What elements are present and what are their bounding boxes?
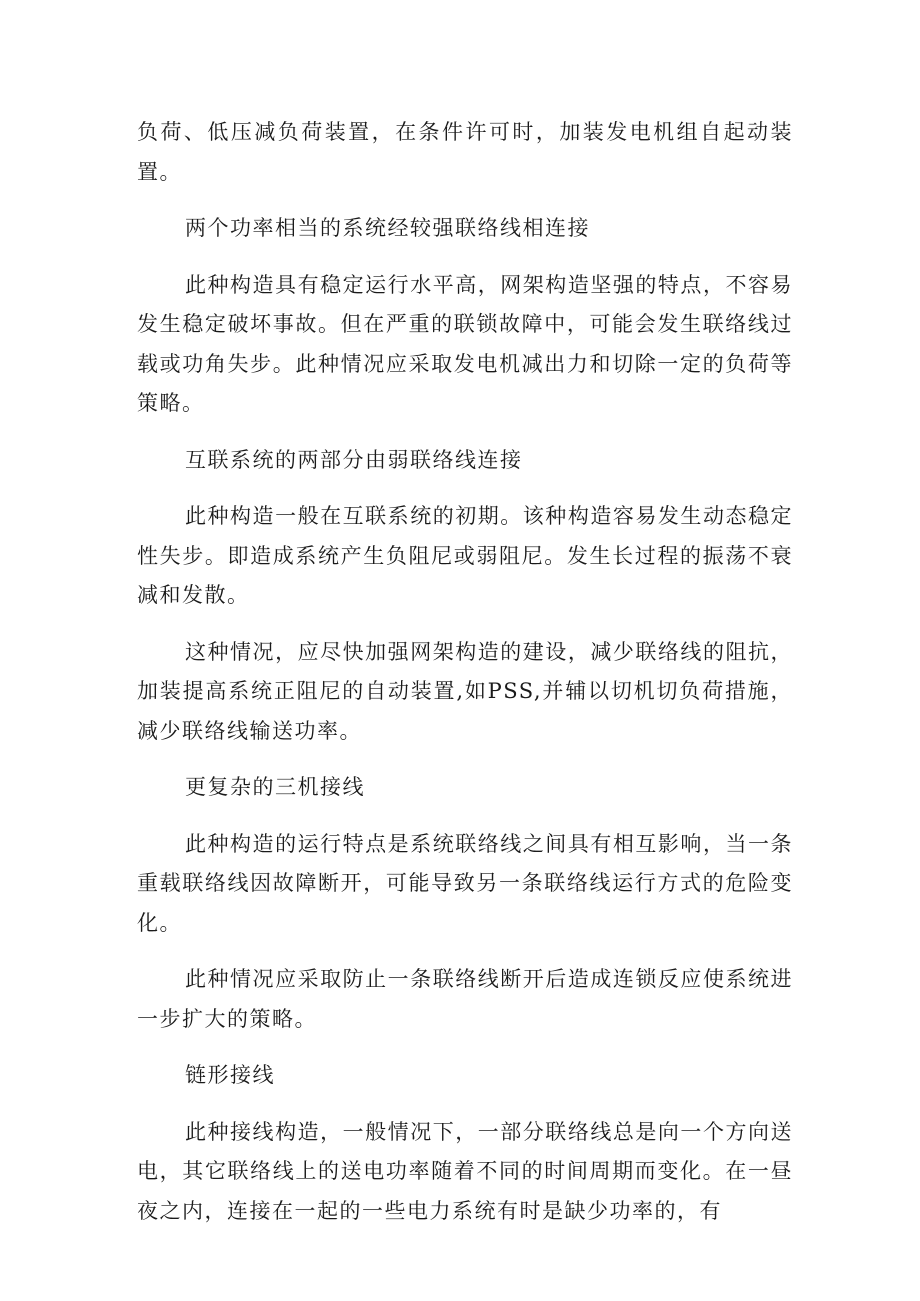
section-heading-chain: 链形接线 — [185, 1063, 275, 1087]
paragraph: 这种情况，应尽快加强网架构造的建设，减少联络线的阻抗，加装提高系统正阻尼的自动装置,如PSS,并辅以切机切负荷措施，减少联络线输送功率。 — [137, 639, 793, 743]
section-heading-strong-tie: 两个功率相当的系统经较强联络线相连接 — [185, 216, 590, 240]
paragraph-continued: 负荷、低压减负荷装置，在条件许可时，加装发电机组自起动装置。 — [137, 120, 793, 184]
section-heading-three-machine: 更复杂的三机接线 — [185, 775, 365, 799]
paragraph: 此种构造一般在互联系统的初期。该种构造容易发生动态稳定性失步。即造成系统产生负阻尼或弱阻尼。发生长过程的振荡不衰减和发散。 — [137, 504, 793, 607]
paragraph: 此种构造的运行特点是系统联络线之间具有相互影响，当一条重载联络线因故障断开，可能导致另一条联络线运行方式的危险变化。 — [137, 831, 793, 935]
paragraph: 此种接线构造，一般情况下，一部分联络线总是向一个方向送电，其它联络线上的送电功率随着不同的时间周期而变化。在一昼夜之内，连接在一起的一些电力系统有时是缺少功率的，有 — [137, 1119, 793, 1223]
paragraph: 此种情况应采取防止一条联络线断开后造成连锁反应使系统进一步扩大的策略。 — [137, 967, 793, 1031]
paragraph: 此种构造具有稳定运行水平高，网架构造坚强的特点，不容易发生稳定破坏事故。但在严重的联锁故障中，可能会发生联络线过载或功角失步。此种情况应采取发电机减出力和切除一定的负荷等策略。 — [137, 272, 793, 415]
document-body — [137, 113, 793, 1248]
section-heading-weak-tie: 互联系统的两部分由弱联络线连接 — [185, 447, 523, 472]
